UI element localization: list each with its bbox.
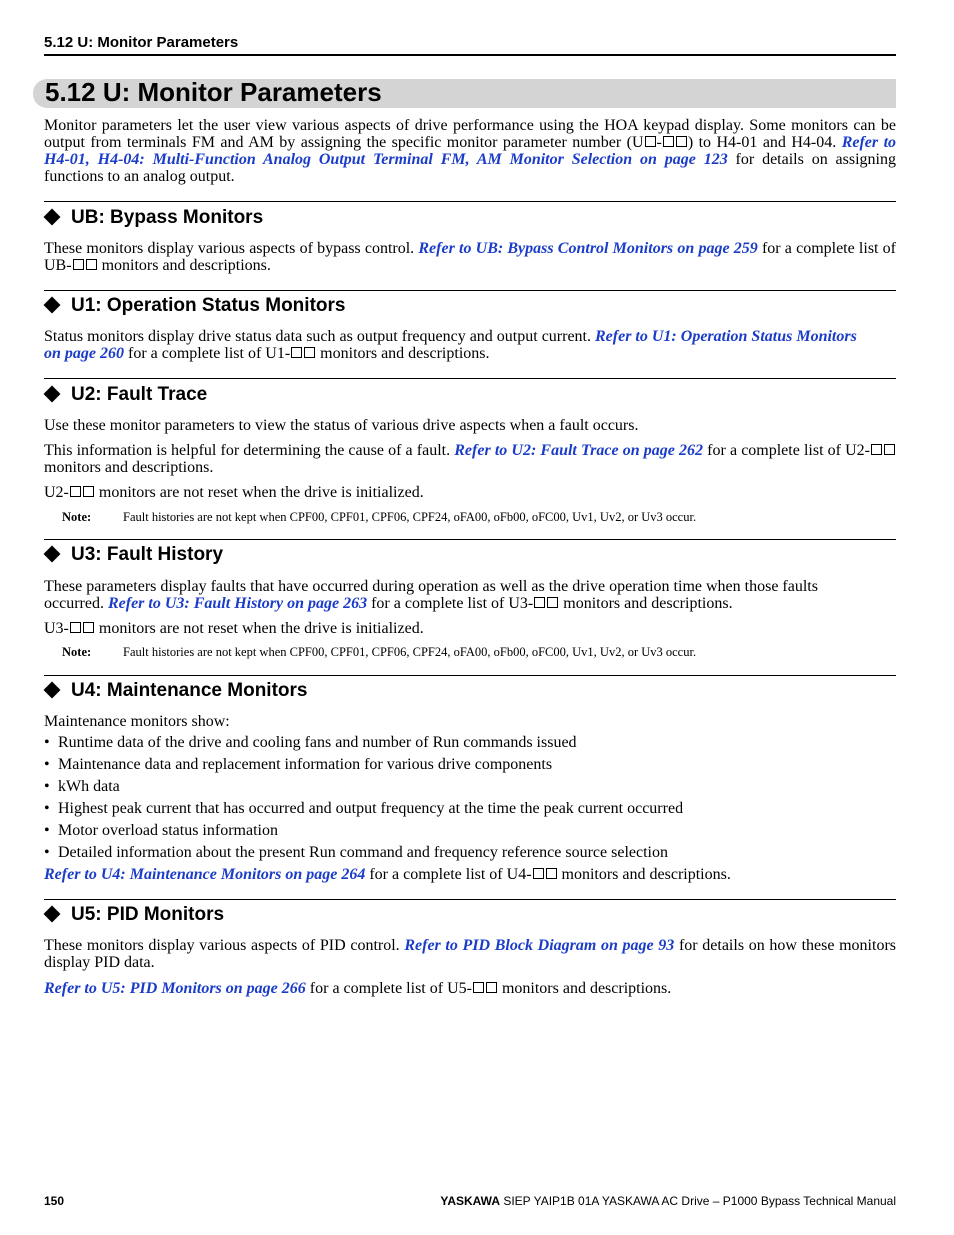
u2-text: for a complete list of U2- [703,442,871,459]
note-text: Fault histories are not kept when CPF00, CPF01, CPF06, CPF24, oFA00, oFb00, oFC00, Uv1, Uv2, or Uv3 occur. [123,645,697,659]
section-heading-u1 [44,295,345,317]
list-item-text: Motor overload status information [58,822,278,839]
ub-paragraph [44,240,896,274]
list-item-text: kWh data [58,778,120,795]
digit-placeholder-box [291,347,302,358]
u4-text: for a complete list of U4- [365,866,532,883]
u3-text: monitors are not reset when the drive is initialized. [94,620,424,637]
link-u2-fault-trace[interactable]: Refer to U2: Fault Trace on page 262 [454,442,704,459]
running-head: 5.12 U: Monitor Parameters [44,34,239,51]
u5-text: for details on how these monitors display PID data. [44,937,897,971]
note-label: Note: [62,510,92,524]
intro-text-1: Monitor parameters let the user view various aspects of drive performance using the HOA keypad display. Some monitors can be output from terminals FM and AM by assigning the specific monitor parameter number (U [44,117,896,151]
digit-placeholder-box [70,622,81,633]
title-bar [33,79,896,108]
u2-note [62,510,696,525]
diamond-bullet-icon [44,905,61,922]
section-heading-u3 [44,544,223,566]
link-u4-maintenance[interactable]: Refer to U4: Maintenance Monitors on page 264 [44,866,366,883]
digit-placeholder-box [83,486,94,497]
u5-text: monitors and descriptions. [497,980,672,997]
u3-text: monitors and descriptions. [559,595,733,612]
intro-text-4: for details on assigning functions to an analog output. [44,151,896,185]
ub-text: for a complete list of UB- [44,240,897,274]
page-number: 150 [44,1194,65,1208]
u5-paragraph-2 [44,980,896,997]
diamond-bullet-icon [44,385,61,402]
digit-placeholder-box [83,622,94,633]
u3-paragraph-2 [44,620,896,637]
u2-paragraph-1: Use these monitor parameters to view the status of various drive aspects when a fault occurs. [44,417,639,434]
u2-text: This information is helpful for determining the cause of a fault. [44,442,455,459]
intro-paragraph [44,117,896,185]
link-h4-01[interactable]: Refer to H4-01, H4-04: Multi-Function Analog Output Terminal FM, AM Monitor Selection on page 123 [44,134,897,168]
u2-paragraph-3 [44,484,896,501]
note-text: Fault histories are not kept when CPF00, CPF01, CPF06, CPF24, oFA00, oFb00, oFC00, Uv1, Uv2, or Uv3 occur. [123,510,697,524]
link-u5-pid-monitors[interactable]: Refer to U5: PID Monitors on page 266 [44,980,306,997]
list-item: • Motor overload status information [44,822,278,839]
list-item-text: Highest peak current that has occurred and output frequency at the time the peak current occurred [58,800,684,817]
list-item: • Highest peak current that has occurred and output frequency at the time the peak current occurred [44,800,684,817]
link-pid-block-diagram[interactable]: Refer to PID Block Diagram on page 93 [404,937,675,954]
page-title: 5.12 U: Monitor Parameters [45,77,382,107]
u4-text: monitors and descriptions. [557,866,731,883]
list-item: • kWh data [44,778,120,795]
u1-text: for a complete list of U1- [124,345,291,362]
intro-text-2: - [656,134,662,151]
u3-paragraph-1 [44,578,879,612]
section-heading-text: UB: Bypass Monitors [71,207,264,228]
section-heading-ub [44,207,263,229]
note-label: Note: [62,645,92,659]
digit-placeholder-box [73,259,84,270]
footer-brand: YASKAWA [440,1194,500,1208]
digit-placeholder-box [663,136,674,147]
u3-text: U3- [44,620,69,637]
link-u3-fault-history[interactable]: Refer to U3: Fault History on page 263 [107,595,368,612]
u2-text: monitors and descriptions. [44,459,214,476]
u1-paragraph [44,328,864,362]
u1-text: Status monitors display drive status data such as output frequency and output current. [44,328,595,345]
u3-text: for a complete list of U3- [367,595,534,612]
list-item: • Detailed information about the present Run command and frequency reference source selection [44,844,668,861]
diamond-bullet-icon [44,681,61,698]
diamond-bullet-icon [44,545,61,562]
section-heading-text: U2: Fault Trace [71,384,208,405]
list-item: • Runtime data of the drive and cooling fans and number of Run commands issued [44,734,577,751]
digit-placeholder-box [645,136,656,147]
section-heading-u4 [44,680,307,702]
u4-bullet-list [44,732,683,864]
u2-paragraph-2 [44,442,896,476]
u2-text: monitors are not reset when the drive is initialized. [94,484,424,501]
u5-paragraph-1 [44,937,896,971]
diamond-bullet-icon [44,296,61,313]
section-heading-text: U3: Fault History [71,544,224,565]
digit-placeholder-box [304,347,315,358]
link-ub-monitors[interactable]: Refer to UB: Bypass Control Monitors on page 259 [418,240,758,257]
ub-text: monitors and descriptions. [97,257,271,274]
section-heading-u5 [44,904,224,926]
u4-intro: Maintenance monitors show: [44,713,230,730]
list-item-text: Detailed information about the present Run command and frequency reference source selection [58,844,668,861]
u2-text: U2- [44,484,69,501]
u3-text: These parameters display faults that have occurred during operation as well as the drive operation time when those faults occurred. [44,578,818,612]
digit-placeholder-box [533,868,544,879]
footer-title-text: SIEP YAIP1B 01A YASKAWA AC Drive – P1000 Bypass Technical Manual [500,1194,896,1208]
u1-text: monitors and descriptions. [316,345,490,362]
digit-placeholder-box [884,444,895,455]
u5-text: These monitors display various aspects of PID control. [44,937,405,954]
section-rule [44,675,896,676]
digit-placeholder-box [86,259,97,270]
intro-text-3: ) to H4-01 and H4-04. [687,134,842,151]
u3-note [62,645,696,660]
u5-text: for a complete list of U5- [305,980,472,997]
section-rule [44,539,896,540]
digit-placeholder-box [871,444,882,455]
section-rule [44,201,896,202]
section-heading-text: U4: Maintenance Monitors [71,680,308,701]
ub-text: These monitors display various aspects of bypass control. [44,240,419,257]
digit-placeholder-box [70,486,81,497]
section-heading-u2 [44,384,207,406]
list-item: • Maintenance data and replacement information for various drive components [44,756,553,773]
u4-reference [44,866,896,883]
header-rule [44,54,896,56]
list-item-text: Runtime data of the drive and cooling fans and number of Run commands issued [58,734,577,751]
link-u1-monitors[interactable]: Refer to U1: Operation Status Monitors on page 260 [44,328,857,362]
digit-placeholder-box [486,982,497,993]
digit-placeholder-box [547,597,558,608]
diamond-bullet-icon [44,208,61,225]
section-heading-text: U5: PID Monitors [71,904,225,925]
digit-placeholder-box [473,982,484,993]
digit-placeholder-box [676,136,687,147]
footer-doc-title [440,1194,896,1208]
digit-placeholder-box [546,868,557,879]
section-rule [44,899,896,900]
section-heading-text: U1: Operation Status Monitors [71,295,346,316]
list-item-text: Maintenance data and replacement information for various drive components [58,756,553,773]
section-rule [44,378,896,379]
section-rule [44,290,896,291]
digit-placeholder-box [534,597,545,608]
